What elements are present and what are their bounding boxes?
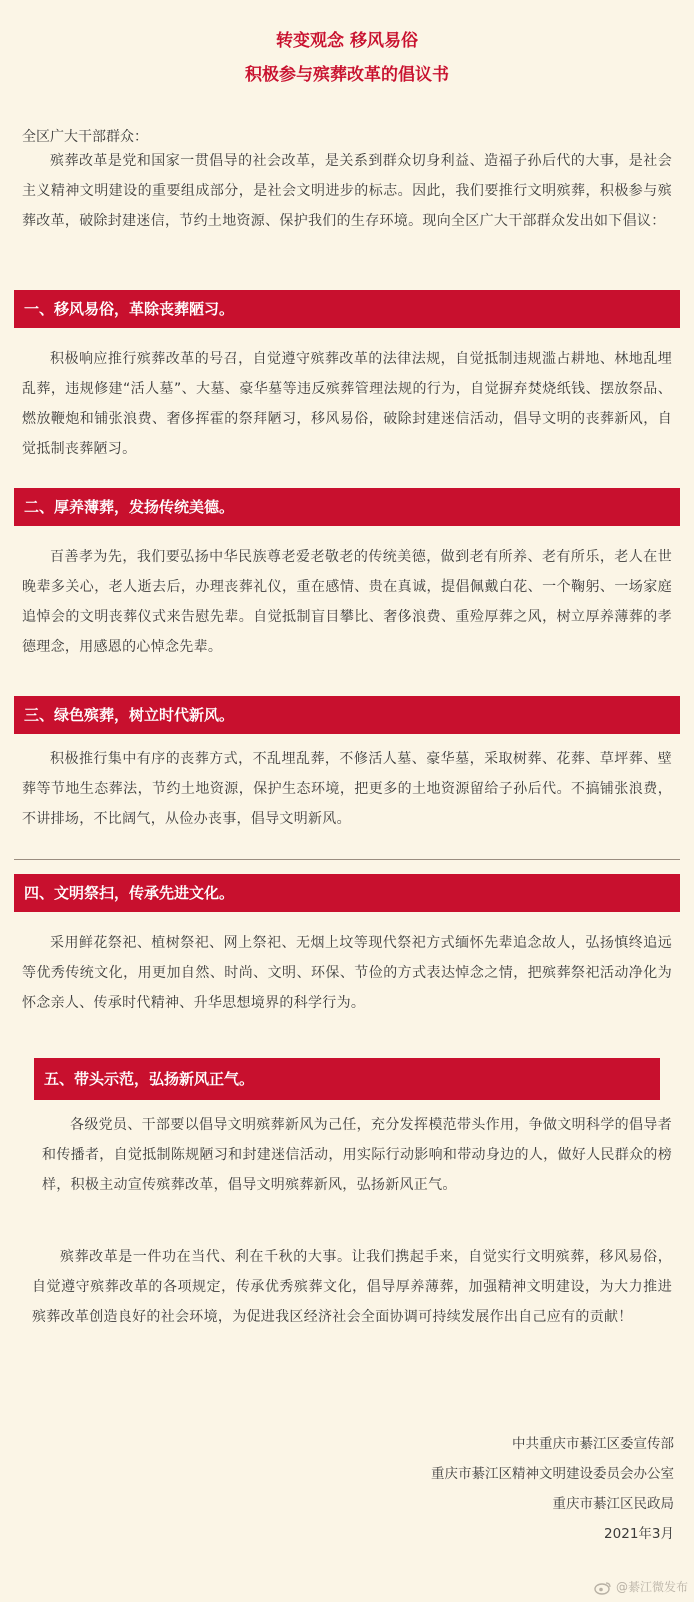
document-title-line1: 转变观念 移风易俗 — [276, 31, 418, 51]
issue-date: 2021年3月 — [604, 1526, 674, 1542]
document-title-line2: 积极参与殡葬改革的倡议书 — [245, 65, 449, 85]
section-2-body: 百善孝为先，我们要弘扬中华民族尊老爱老敬老的传统美德，做到老有所养、老有所乐，老人在世晚辈多关心，老人逝去后，办理丧葬礼仪，重在感情、贵在真诚，提倡佩戴白花、一个鞠躬、一场家庭追悼会的文明丧葬仪式来告慰先辈。自觉抵制盲目攀比、奢侈浪费、重殓厚葬之风，树立厚养薄葬的孝德理念，用感恩的心悼念先辈。 — [22, 549, 672, 655]
section-5-heading: 五、带头示范，弘扬新风正气。 — [34, 1058, 660, 1100]
section-1-body: 积极响应推行殡葬改革的号召，自觉遵守殡葬改革的法律法规，自觉抵制违规滥占耕地、林地乱埋乱葬，违规修建“活人墓”、大墓、豪华墓等违反殡葬管理法规的行为，自觉摒弃焚烧纸钱、摆放祭品、燃放鞭炮和铺张浪费、奢侈挥霍的祭拜陋习，移风易俗，破除封建迷信活动，倡导文明的丧葬新风，自觉抵制丧葬陋习。 — [22, 351, 672, 457]
section-5-body: 各级党员、干部要以倡导文明殡葬新风为己任，充分发挥模范带头作用，争做文明科学的倡导者和传播者，自觉抵制陈规陋习和封建迷信活动，用实际行动影响和带动身边的人，做好人民群众的榜样，积极主动宣传殡葬改革，倡导文明殡葬新风，弘扬新风正气。 — [42, 1117, 672, 1193]
section-2-heading: 二、厚养薄葬，发扬传统美德。 — [14, 488, 680, 526]
section-1-heading: 一、移风易俗，革除丧葬陋习。 — [14, 290, 680, 328]
signature-civil-affairs-bureau: 重庆市綦江区民政局 — [552, 1496, 674, 1512]
watermark-text: @綦江微发布 — [615, 1580, 688, 1594]
section-4-heading: 四、文明祭扫，传承先进文化。 — [14, 874, 680, 912]
intro-paragraph: 殡葬改革是党和国家一贯倡导的社会改革，是关系到群众切身利益、造福子孙后代的大事，是社会主义精神文明建设的重要组成部分，是社会文明进步的标志。因此，我们要推行文明殡葬，积极参与殡葬改革，破除封建迷信，节约土地资源、保护我们的生存环境。现向全区广大干部群众发出如下倡议： — [22, 153, 672, 229]
section-3-heading: 三、绿色殡葬，树立时代新风。 — [14, 696, 680, 734]
signature-propaganda-dept: 中共重庆市綦江区委宣传部 — [512, 1436, 674, 1452]
weibo-watermark — [594, 1578, 688, 1595]
greeting: 全区广大干部群众： — [22, 129, 148, 145]
section-3-body: 积极推行集中有序的丧葬方式，不乱埋乱葬，不修活人墓、豪华墓，采取树葬、花葬、草坪葬、壁葬等节地生态葬法，节约土地资源，保护生态环境，把更多的土地资源留给子孙后代。不搞铺张浪费，不讲排场，不比阔气，从俭办丧事，倡导文明新风。 — [22, 751, 672, 827]
signature-civilization-office: 重庆市綦江区精神文明建设委员会办公室 — [431, 1466, 674, 1482]
section-4-body: 采用鲜花祭祀、植树祭祀、网上祭祀、无烟上坟等现代祭祀方式缅怀先辈追念故人，弘扬慎终追远等优秀传统文化，用更加自然、时尚、文明、环保、节俭的方式表达悼念之情，把殡葬祭祀活动净化为怀念亲人、传承时代精神、升华思想境界的科学行为。 — [22, 935, 672, 1011]
weibo-logo-icon — [594, 1581, 612, 1595]
section-divider — [14, 859, 680, 860]
closing-paragraph: 殡葬改革是一件功在当代、利在千秋的大事。让我们携起手来，自觉实行文明殡葬，移风易俗，自觉遵守殡葬改革的各项规定，传承优秀殡葬文化，倡导厚养薄葬，加强精神文明建设，为大力推进殡葬改革创造良好的社会环境，为促进我区经济社会全面协调可持续发展作出自己应有的贡献！ — [32, 1249, 672, 1325]
